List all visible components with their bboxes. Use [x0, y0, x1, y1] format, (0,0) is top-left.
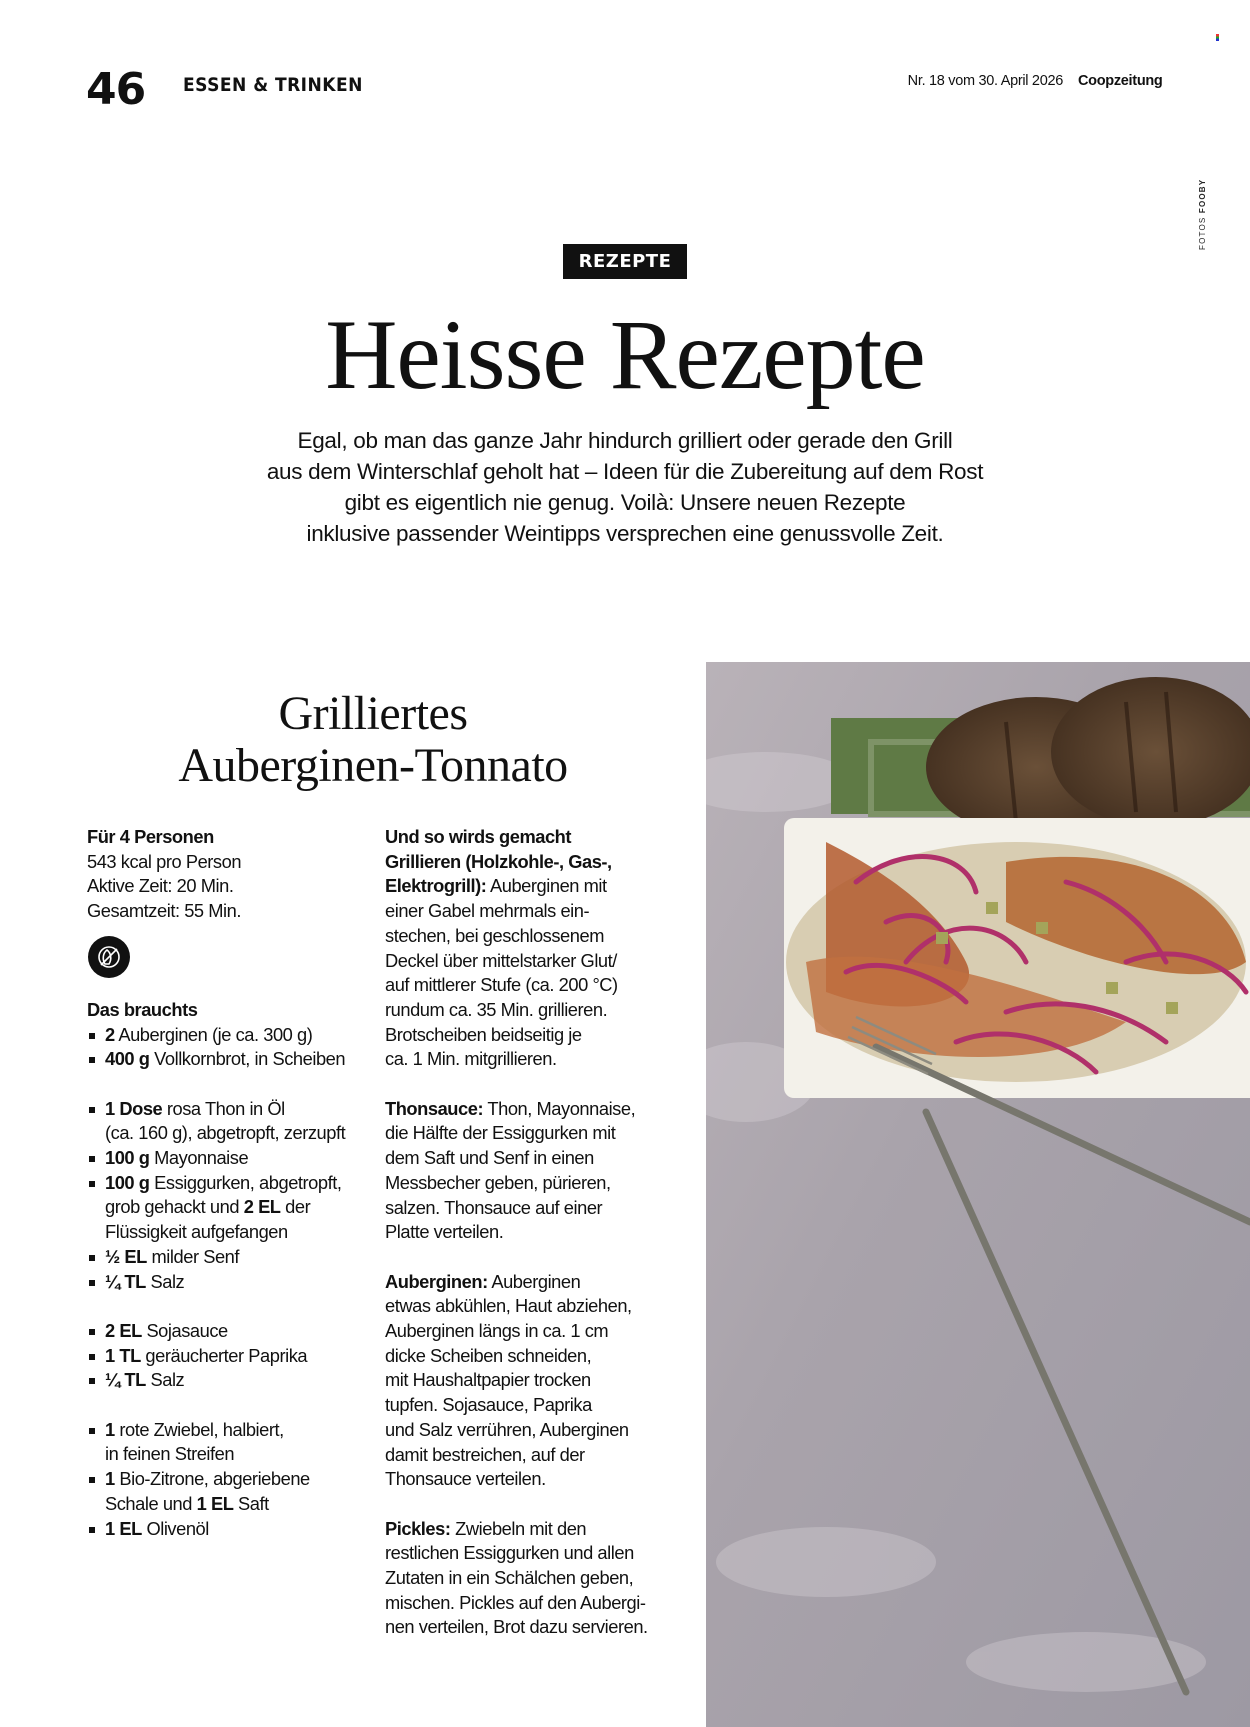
- credit-label: FOTOS: [1198, 216, 1207, 250]
- category-badge: REZEPTE: [563, 244, 687, 279]
- ingredient-item: [87, 1171, 387, 1245]
- ingredient-item: [87, 1023, 387, 1048]
- ingredient-amount: 2: [105, 1023, 115, 1045]
- ingredient-amount: 2 EL: [243, 1196, 281, 1218]
- ingredient-text: Auberginen (je ca. 300 g): [114, 1023, 313, 1045]
- issue-info: Nr. 18 vom 30. April 2026: [907, 73, 1063, 89]
- ingredient-text: Mayonnaise: [149, 1147, 249, 1169]
- ingredient-text: Salz: [145, 1369, 185, 1391]
- ingredient-item: [87, 1319, 387, 1344]
- ingredient-group: [87, 1097, 387, 1295]
- ingredient-item: [87, 1146, 387, 1171]
- ingredient-amount: 1 EL: [105, 1517, 142, 1539]
- method-step: [385, 1097, 685, 1245]
- ingredients-list: [87, 1023, 387, 1542]
- ingredient-text: Bio-Zitrone, abgeriebene Schale und: [105, 1468, 310, 1514]
- method-steps: [385, 850, 685, 1640]
- recipe-title: Grilliertes Auberginen-Tonnato: [178, 687, 568, 792]
- ingredient-amount: 1 Dose: [105, 1097, 163, 1119]
- ingredient-text: geräucherter Paprika: [140, 1344, 308, 1366]
- section-title: ESSEN & TRINKEN: [183, 74, 363, 96]
- step-lead: Pickles:: [385, 1517, 451, 1539]
- method-step: [385, 850, 685, 1072]
- calories: 543 kcal pro Person: [87, 850, 242, 872]
- ingredient-text: Essiggurken, abgetropft, grob gehackt und: [105, 1171, 342, 1218]
- intro-text: Egal, ob man das ganze Jahr hindurch grilliert oder gerade den Grill aus dem Winterschlaf geholt hat – Ideen für die Zubereitung auf dem Rost gibt es eigentlich nie genug. Voilà: Unsere neuen Rezepte inklusive passender Weintipps versprechen eine genussvolle Zeit.: [266, 428, 984, 546]
- step-lead: Thonsauce:: [385, 1097, 484, 1119]
- ingredient-item: [87, 1097, 387, 1146]
- step-lead: Grillieren (Holzkohle-, Gas-, Elektrogrill):: [385, 850, 612, 897]
- method-step: [385, 1517, 685, 1641]
- ingredient-item: [87, 1517, 387, 1542]
- ingredient-item: [87, 1270, 387, 1295]
- ingredient-item: [87, 1047, 387, 1072]
- ingredient-text: Vollkornbrot, in Scheiben: [149, 1048, 346, 1070]
- step-lead: Auberginen:: [385, 1270, 488, 1292]
- step-text: Auberginen mit einer Gabel mehrmals ein- stechen, bei geschlossenem Deckel über mittelstarker Glut/ auf mittlerer Stufe (ca. 200 °C) rundum ca. 35 Min. grillieren. Brotscheiben beidseitig je ca. 1 Min. mitgrillieren.: [385, 875, 618, 1070]
- ingredient-group: [87, 1319, 387, 1393]
- method-heading: Und so wirds gemacht: [385, 826, 572, 847]
- ingredient-amount: 100 g: [105, 1147, 150, 1169]
- recipe-photo: [706, 662, 1250, 1727]
- active-time: Aktive Zeit: 20 Min.: [87, 875, 234, 897]
- credit-name: FOOBY: [1198, 178, 1207, 214]
- page-number: 46: [86, 64, 146, 115]
- ingredient-group: [87, 1023, 387, 1072]
- ingredient-amount: 400 g: [105, 1048, 150, 1070]
- color-registration-mark: [1216, 34, 1219, 41]
- ingredient-text: Saft: [233, 1492, 269, 1514]
- step-text: Thon, Mayonnaise, die Hälfte der Essiggurken mit dem Saft und Senf in einen Messbecher geben, pürieren, salzen. Thonsauce auf einer Platte verteilen.: [385, 1097, 636, 1243]
- ingredient-text: der Flüssigkeit aufgefangen: [105, 1196, 311, 1243]
- photo-credit: [1198, 176, 1208, 250]
- ingredient-amount: ½ EL: [105, 1245, 147, 1267]
- ingredient-amount: 100 g: [105, 1171, 150, 1193]
- page-headline: Heisse Rezepte: [325, 299, 925, 410]
- ingredient-text: Olivenöl: [141, 1517, 209, 1539]
- step-text: Auberginen etwas abkühlen, Haut abziehen, Auberginen längs in ca. 1 cm dicke Scheiben schneiden, mit Haushaltpapier trocken tupfen. Sojasauce, Paprika und Salz verrühren, Auberginen damit bestreichen, auf der Thonsauce verteilen.: [385, 1270, 632, 1490]
- gluten-free-icon: [88, 936, 130, 978]
- method-column: [385, 825, 685, 1665]
- ingredient-item: [87, 1245, 387, 1270]
- ingredient-text: Sojasauce: [141, 1319, 228, 1341]
- ingredient-amount: 1: [105, 1468, 115, 1490]
- brand-name: Coopzeitung: [1078, 73, 1163, 89]
- ingredient-item: [87, 1418, 387, 1467]
- servings: Für 4 Personen: [87, 826, 214, 847]
- ingredient-group: [87, 1418, 387, 1542]
- ingredient-text: rote Zwiebel, halbiert, in feinen Streifen: [105, 1418, 284, 1465]
- ingredient-item: [87, 1368, 387, 1393]
- total-time: Gesamtzeit: 55 Min.: [87, 900, 242, 922]
- ingredient-amount: 1 EL: [196, 1492, 234, 1514]
- ingredient-amount: ¼ TL: [105, 1369, 146, 1391]
- ingredients-heading: Das brauchts: [87, 998, 198, 1020]
- method-step: [385, 1270, 685, 1492]
- ingredient-text: Salz: [145, 1270, 185, 1292]
- ingredient-item: [87, 1467, 387, 1516]
- recipe-info-column: [87, 825, 387, 1541]
- ingredient-amount: 1: [105, 1418, 115, 1440]
- ingredient-item: [87, 1344, 387, 1369]
- ingredient-text: rosa Thon in Öl (ca. 160 g), abgetropft, zerzupft: [105, 1097, 346, 1144]
- ingredient-amount: ¼ TL: [105, 1270, 146, 1292]
- ingredient-amount: 1 TL: [105, 1344, 141, 1366]
- step-text: Zwiebeln mit den restlichen Essiggurken und allen Zutaten in ein Schälchen geben, mischen. Pickles auf den Aubergi- nen verteilen, Brot dazu servieren.: [385, 1517, 648, 1638]
- ingredient-text: milder Senf: [146, 1245, 240, 1267]
- ingredient-amount: 2 EL: [105, 1319, 142, 1341]
